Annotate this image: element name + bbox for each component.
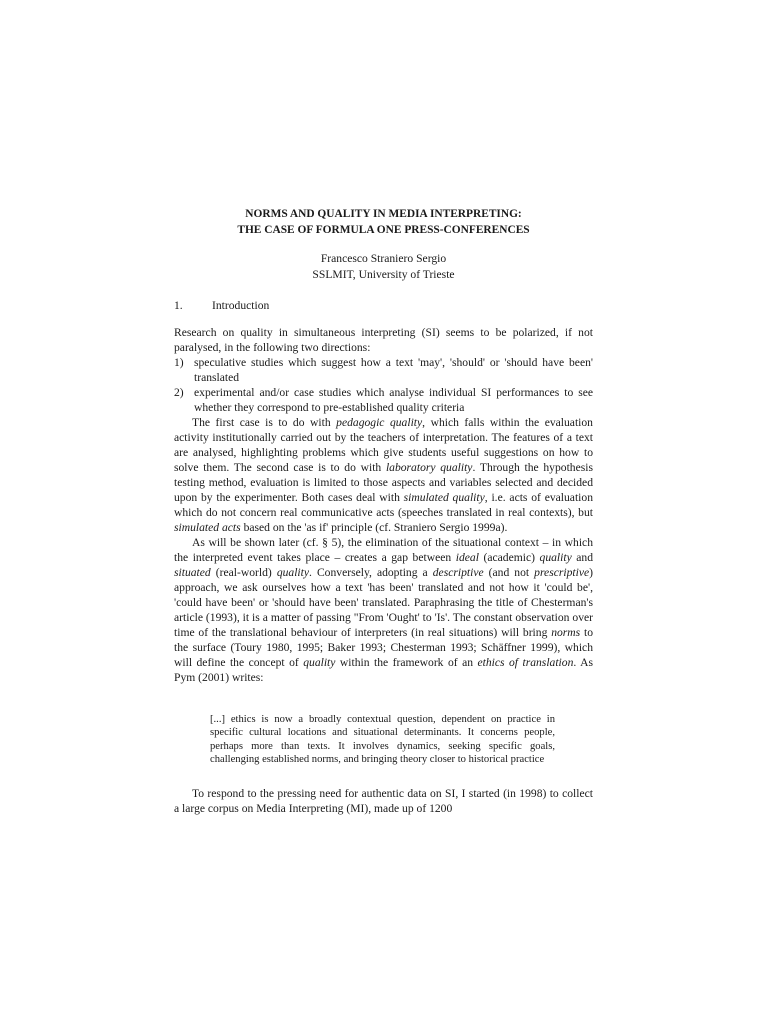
paper-title [174, 207, 593, 238]
list-item-text: experimental and/or case studies which analyse individual SI performances to see whether they correspond to pre-established quality criteria [194, 386, 593, 414]
section-title: Introduction [212, 299, 270, 312]
title-line-2: THE CASE OF FORMULA ONE PRESS-CONFERENCES [237, 223, 530, 236]
block-quote: [...] ethics is now a broadly contextual question, dependent on practice in specific cultural locations and situational determinants. It concerns people, perhaps more than texts. It involves dynamics, seeking specific goals, challenging established norms, and bringing theory closer to historical practice [210, 714, 555, 765]
author-name: Francesco Straniero Sergio [320, 252, 447, 265]
list-marker: 1) [174, 356, 184, 369]
body-text [174, 325, 593, 685]
author-affiliation: SSLMIT, University of Trieste [312, 268, 455, 281]
paragraph-1: The first case is to do with pedagogic quality, which falls within the evaluation activity institutionally carried out by the teachers of interpretation. The features of a text are analysed, highlighting problems which give students useful suggestions on how to solve them. The second case is to do with laboratory quality. Through the hypothesis testing method, evaluation is limited to those aspects and variables selected and decided upon by the experimenter. Both cases deal with simulated quality, i.e. acts of evaluation which do not concern real communicative acts (speeches translated in real contexts), but simulated acts based on the 'as if' principle (cf. Straniero Sergio 1999a). [174, 416, 593, 534]
author-block [174, 251, 593, 283]
section-number: 1. [174, 299, 183, 312]
paragraph-3: To respond to the pressing need for authentic data on SI, I started (in 1998) to collect a large corpus on Media Interpreting (MI), made up of 1200 [174, 787, 593, 815]
list-marker: 2) [174, 386, 184, 399]
body-text-continued [174, 786, 593, 816]
list-item-text: speculative studies which suggest how a text 'may', 'should' or 'should have been' translated [194, 356, 593, 384]
intro-paragraph: Research on quality in simultaneous interpreting (SI) seems to be polarized, if not paralysed, in the following two directions: [174, 326, 593, 354]
paragraph-2: As will be shown later (cf. § 5), the elimination of the situational context – in which the interpreted event takes place – creates a gap between ideal (academic) quality and situated (real-world) quality. Conversely, adopting a descriptive (and not prescriptive) approach, we ask ourselves how a text 'has been' translated and not how it 'could be', 'could have been' or 'should have been' translated. Paraphrasing the title of Chesterman's article (1993), it is a matter of passing "From 'Ought' to 'Is'. The constant observation over time of the translational behaviour of interpreters (in real situations) will bring norms to the surface (Toury 1980, 1995; Baker 1993; Chesterman 1993; Schäffner 1999), which will define the concept of quality within the framework of an ethics of translation. As Pym (2001) writes: [174, 536, 594, 684]
list-item [174, 385, 593, 415]
section-heading [174, 298, 269, 313]
direction-list [174, 355, 593, 415]
list-item [174, 355, 593, 385]
title-line-1: NORMS AND QUALITY IN MEDIA INTERPRETING: [245, 208, 522, 220]
